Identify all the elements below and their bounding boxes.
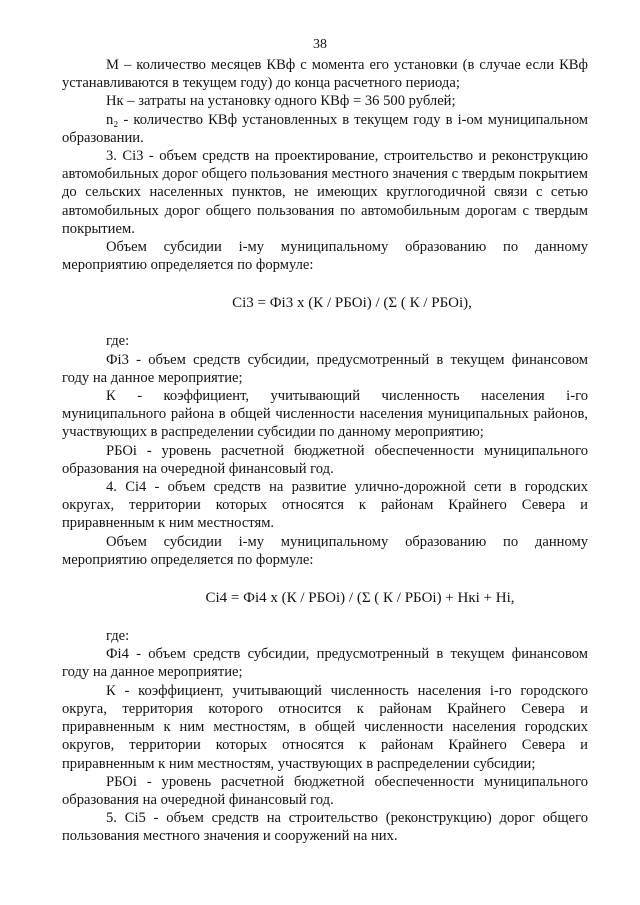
paragraph-m-definition: М – количество месяцев КВф с момента его установки (в случае если КВф устанавливаются в текущем году) до конца расчетного периода;	[62, 57, 588, 92]
paragraph-where-4: где:	[106, 628, 130, 645]
paragraph-rboi-definition-3: РБОi - уровень расчетной бюджетной обеспеченности муниципального образования на очередной финансовый год.	[62, 442, 588, 477]
paragraph-where-3: где:	[106, 333, 130, 350]
paragraph-section-3: 3. Сi3 - объем средств на проектирование, строительство и реконструкцию автомобильных дорог общего пользования местного значения с твердым покрытием до сельских населенных пунктов, не имеющих круглогодичной связи с сетью автомобильных дорог общего пользования по автомобильным дорогам с твердым покрытием.	[62, 148, 588, 237]
paragraph-subsidy-formula-intro-4: Объем субсидии i-му муниципальному образованию по данному мероприятию определяется по формуле:	[62, 533, 588, 568]
paragraph-k-definition-4: К - коэффициент, учитывающий численность населения i-го городского округа, территория которого относится к районам Крайнего Севера и приравненным к ним местностям, в общей численности населения городских округов, территории которых относятся к районам Крайнего Севера и приравненным к ним местностям, участвующих в распределении субсидии;	[62, 682, 588, 772]
paragraph-n2-definition: n₂ - количество КВф установленных в текущем году в i-ом муниципальном образовании.	[62, 111, 588, 146]
paragraph-section-4: 4. Сi4 - объем средств на развитие улично-дорожной сети в городских округах, территории которых относятся к районам Крайнего Севера и приравненным к ним местностям.	[62, 479, 588, 532]
paragraph-k-definition-3: К - коэффициент, учитывающий численность населения i-го муниципального района в общей численности населения муниципальных районов, участвующих в распределении субсидии по данному мероприятию;	[62, 388, 588, 441]
paragraph-fi3-definition: Фi3 - объем средств субсидии, предусмотренный в текущем финансовом году на данное мероприятие;	[62, 351, 588, 386]
paragraph-rboi-definition-4: РБОi - уровень расчетной бюджетной обеспеченности муниципального образования на очередной финансовый год.	[62, 773, 588, 808]
paragraph-fi4-definition: Фi4 - объем средств субсидии, предусмотренный в текущем финансовом году на данное мероприятие;	[62, 646, 588, 681]
formula-ci4: Сi4 = Фi4 х (К / РБОi) / (Σ ( К / РБОi) + Нкi + Нi,	[205, 590, 515, 607]
document-body	[62, 56, 588, 846]
formula-ci3: Сi3 = Фi3 х (К / РБОi) / (Σ ( К / РБОi),	[232, 295, 472, 312]
page-number: 38	[313, 37, 327, 52]
paragraph-subsidy-formula-intro-3: Объем субсидии i-му муниципальному образованию по данному мероприятию определяется по формуле:	[62, 239, 588, 274]
paragraph-section-5: 5. Сi5 - объем средств на строительство (реконструкцию) дорог общего пользования местного значения и сооружений на них.	[62, 810, 588, 845]
paragraph-nk-definition: Нк – затраты на установку одного КВф = 36 500 рублей;	[106, 93, 456, 110]
